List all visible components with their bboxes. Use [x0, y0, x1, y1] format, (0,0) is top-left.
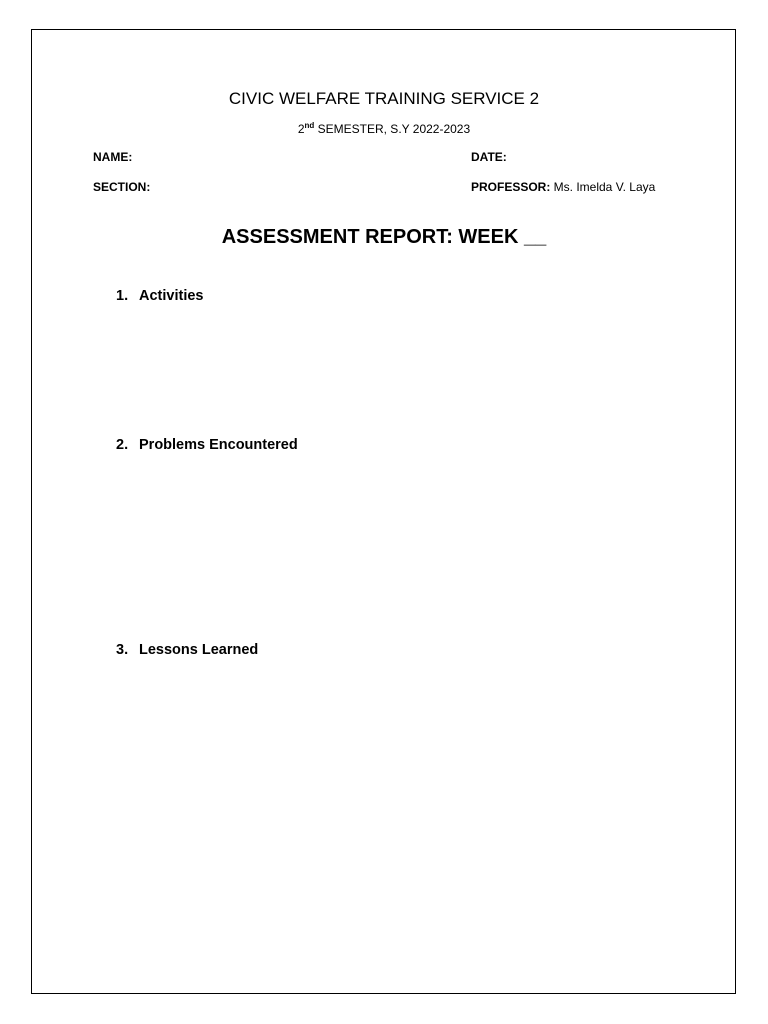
section-label: Problems Encountered [139, 437, 298, 453]
professor-label: PROFESSOR: [471, 180, 551, 194]
section-label: Activities [139, 288, 204, 304]
report-title: ASSESSMENT REPORT: WEEK __ [221, 226, 547, 248]
section-item-lessons-learned [116, 641, 258, 659]
name-label: NAME: [93, 150, 133, 164]
name-field [93, 149, 132, 165]
date-label: DATE: [471, 150, 507, 164]
date-field [471, 149, 507, 165]
professor-value: Ms. Imelda V. Laya [550, 180, 656, 194]
section-field [93, 179, 150, 195]
section-number: 3. [116, 642, 129, 658]
section-label: SECTION: [93, 180, 151, 194]
professor-field [471, 179, 655, 195]
semester-line [0, 121, 768, 137]
document-title: CIVIC WELFARE TRAINING SERVICE 2 [228, 89, 540, 108]
section-item-activities [116, 287, 203, 305]
section-number: 2. [116, 437, 129, 453]
semester-ordinal-suffix: nd [304, 121, 315, 130]
section-item-problems-encountered [116, 436, 298, 454]
section-label: Lessons Learned [139, 642, 259, 658]
page-border [31, 29, 736, 994]
semester-ordinal: 2 [297, 122, 305, 136]
semester-text: SEMESTER, S.Y 2022-2023 [314, 122, 471, 136]
section-number: 1. [116, 288, 129, 304]
